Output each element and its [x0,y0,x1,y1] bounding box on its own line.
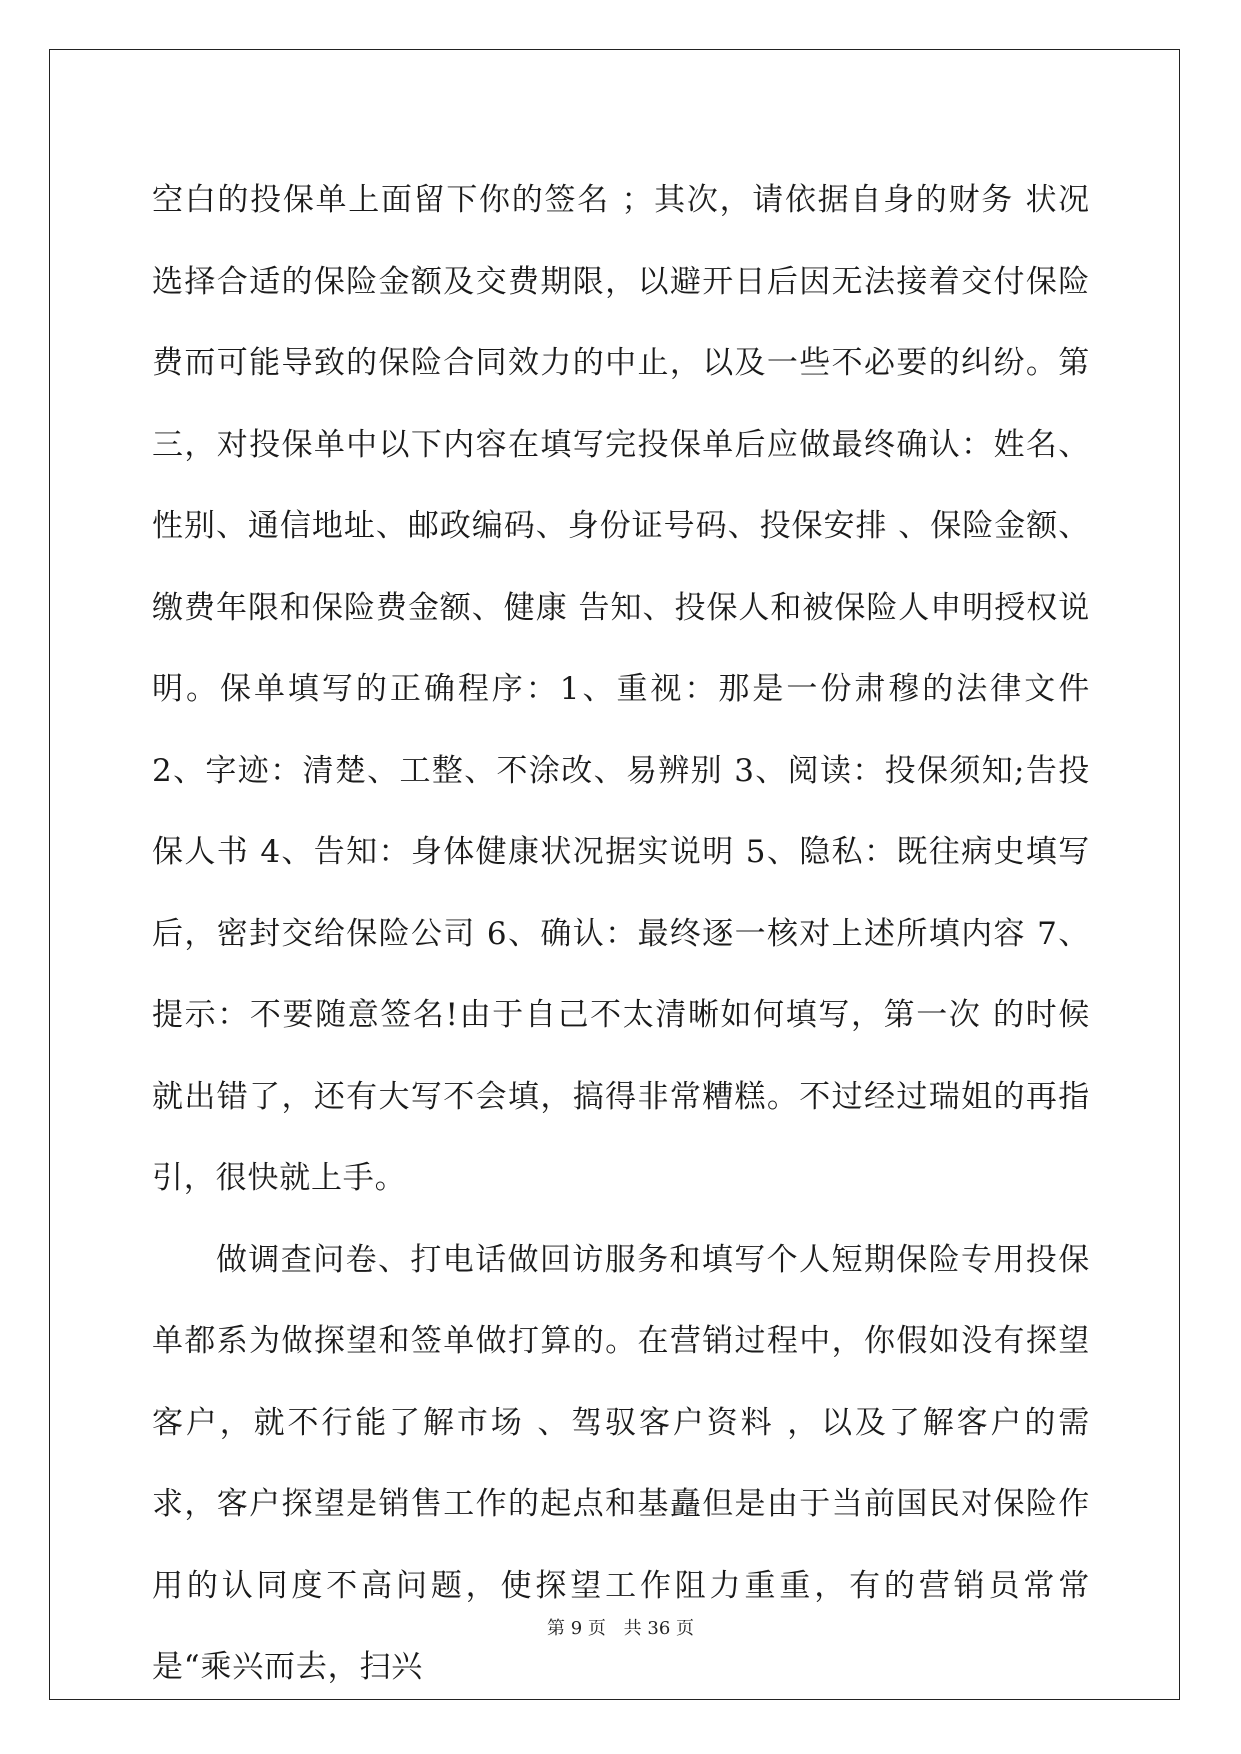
page-total: 共 36 页 [623,1618,694,1639]
paragraph-1: 空白的投保单上面留下你的签名 ；其次，请依据自身的财务 状况选择合适的保险金额及交费期限，以避开日后因无法接着交付保险费而可能导致的保险合同效力的中止，以及一些不必要的纠纷。第三，对投保单中以下内容在填写完投保单后应做最终确认：姓名、性别、通信地址、邮政编码、身份证号码、投保安排 、保险金额、缴费年限和保险费金额、健康 告知、投保人和被保险人申明授权说明。保单填写的正确程序：1、重视：那是一份肃穆的法律文件 2、字迹：清楚、工整、不涂改、易辨别 3、阅读：投保须知;告投保人书 4、告知：身体健康状况据实说明 5、隐私：既往病史填写后，密封交给保险公司 6、确认：最终逐一核对上述所填内容 7、提示：不要随意签名!由于自己不太清晰如何填写，第一次 的时候就出错了，还有大写不会填，搞得非常糟糕。不过经过瑞姐的再指引，很快就上手。 [152,182,1090,1196]
paragraph-2: 做调查问卷、打电话做回访服务和填写个人短期保险专用投保单都系为做探望和签单做打算的。在营销过程中，你假如没有探望客户，就不行能了解市场 、驾驭客户资料 ，以及了解客户的需求，客户探望是销售工作的起点和基矗但是由于当前国民对保险作用的认同度不高问题，使探望工作阻力重重，有的营销员常常是“乘兴而去，扫兴 [152,1241,1090,1685]
document-body [152,160,1090,1709]
page-number: 第 9 页 [547,1618,606,1639]
page-footer [0,1614,1241,1640]
